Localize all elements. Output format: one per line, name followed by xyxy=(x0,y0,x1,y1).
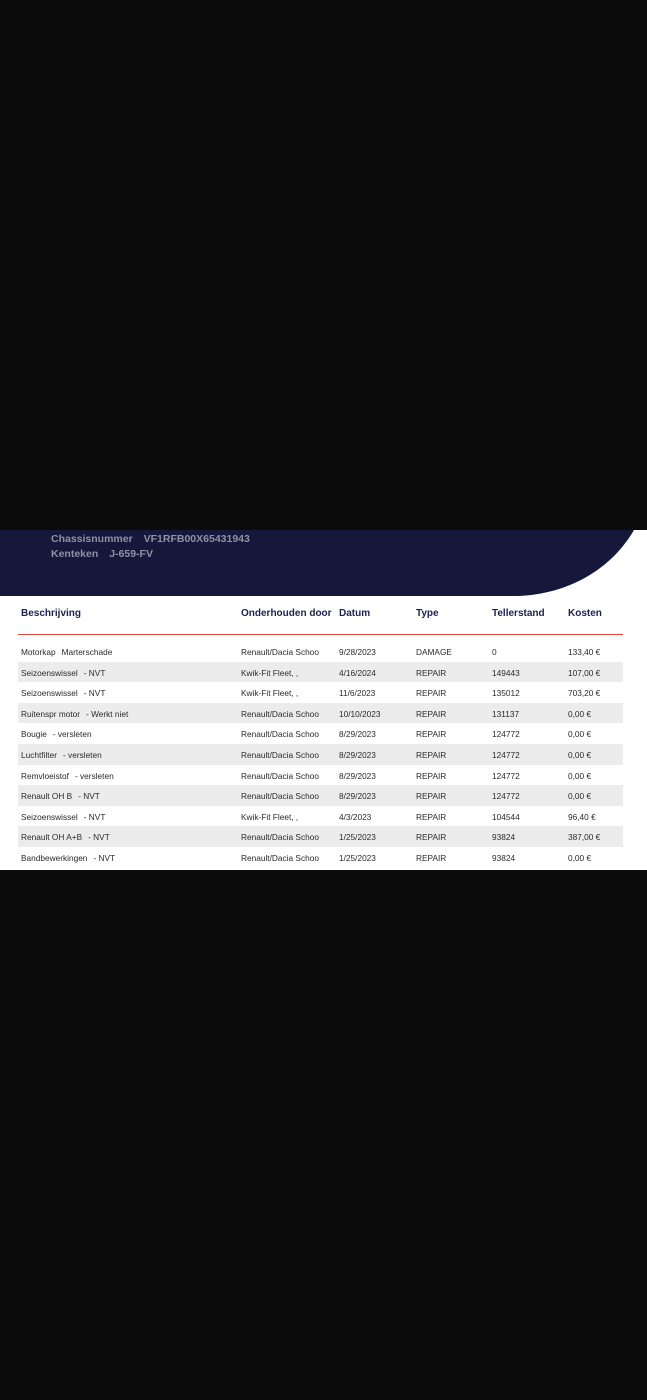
plate-label: Kenteken xyxy=(51,548,99,560)
maintenance-document xyxy=(0,530,647,870)
description-note: - NVT xyxy=(78,791,100,802)
table-row xyxy=(18,744,623,765)
cell-odometer: 131137 xyxy=(492,708,520,719)
column-header-odometer: Tellerstand xyxy=(492,608,545,619)
description-item: Renault OH A+B xyxy=(21,832,83,843)
table-row xyxy=(18,682,623,703)
description-note: - NVT xyxy=(83,688,106,699)
cell-description xyxy=(21,647,236,657)
cell-odometer: 124772 xyxy=(492,791,520,802)
cell-description xyxy=(21,750,236,760)
description-item: Seizoenswissel xyxy=(21,811,78,822)
cell-serviced-by: Kwik-Fit Fleet, , xyxy=(241,667,299,678)
cell-odometer: 149443 xyxy=(492,667,520,678)
cell-type: REPAIR xyxy=(416,832,447,843)
column-header-serviced-by: Onderhouden door xyxy=(241,608,332,619)
description-note: - versleten xyxy=(62,749,102,760)
table-row xyxy=(18,826,623,847)
cell-serviced-by: Renault/Dacia Schoo xyxy=(241,791,319,802)
plate-value: J-659-FV xyxy=(109,548,153,560)
description-note: - Werkt niet xyxy=(86,708,129,719)
cell-date: 8/29/2023 xyxy=(339,791,376,802)
cell-cost: 0,00 € xyxy=(568,852,592,863)
cell-cost: 703,20 € xyxy=(568,688,601,699)
cell-odometer: 0 xyxy=(492,647,497,657)
description-note: - versleten xyxy=(52,729,92,740)
cell-serviced-by: Renault/Dacia Schoo xyxy=(241,770,319,781)
cell-type: REPAIR xyxy=(416,729,447,740)
cell-description xyxy=(21,791,236,801)
table-body xyxy=(18,641,623,868)
cell-date: 4/3/2023 xyxy=(339,811,372,822)
table-row xyxy=(18,703,623,724)
cell-serviced-by: Renault/Dacia Schoo xyxy=(241,832,319,843)
column-header-type: Type xyxy=(416,608,439,619)
description-note: - NVT xyxy=(88,832,110,843)
description-item: Bougie xyxy=(21,729,47,740)
table-row xyxy=(18,806,623,827)
cell-description xyxy=(21,832,236,842)
cell-date: 8/29/2023 xyxy=(339,770,376,781)
table-header xyxy=(18,596,623,635)
description-item: Motorkap xyxy=(21,647,56,657)
cell-description xyxy=(21,709,236,719)
cell-type: REPAIR xyxy=(416,667,447,678)
description-item: Seizoenswissel xyxy=(21,688,78,699)
cell-description xyxy=(21,812,236,822)
table-row xyxy=(18,847,623,868)
description-note: - NVT xyxy=(83,667,106,678)
cell-odometer: 135012 xyxy=(492,688,520,699)
cell-date: 1/25/2023 xyxy=(339,852,376,863)
plate-row xyxy=(51,547,250,562)
vehicle-info xyxy=(51,532,250,562)
cell-serviced-by: Kwik-Fit Fleet, , xyxy=(241,688,299,699)
cell-serviced-by: Kwik-Fit Fleet, , xyxy=(241,811,299,822)
cell-serviced-by: Renault/Dacia Schoo xyxy=(241,729,319,740)
cell-cost: 107,00 € xyxy=(568,667,601,678)
cell-date: 11/6/2023 xyxy=(339,688,376,699)
chassis-label: Chassisnummer xyxy=(51,533,133,545)
cell-serviced-by: Renault/Dacia Schoo xyxy=(241,852,319,863)
cell-description xyxy=(21,668,236,678)
cell-cost: 0,00 € xyxy=(568,708,592,719)
cell-type: REPAIR xyxy=(416,852,447,863)
cell-date: 9/28/2023 xyxy=(339,647,376,657)
cell-cost: 0,00 € xyxy=(568,729,592,740)
chassis-row xyxy=(51,532,250,547)
table-row xyxy=(18,662,623,683)
cell-description xyxy=(21,771,236,781)
column-header-description: Beschrijving xyxy=(21,608,82,619)
cell-type: REPAIR xyxy=(416,749,447,760)
cell-serviced-by: Renault/Dacia Schoo xyxy=(241,708,319,719)
cell-odometer: 93824 xyxy=(492,852,516,863)
cell-cost: 0,00 € xyxy=(568,770,592,781)
cell-date: 4/16/2024 xyxy=(339,667,376,678)
cell-odometer: 104544 xyxy=(492,811,520,822)
cell-serviced-by: Renault/Dacia Schoo xyxy=(241,749,319,760)
cell-date: 8/29/2023 xyxy=(339,729,376,740)
description-note: - NVT xyxy=(83,811,106,822)
cell-description xyxy=(21,853,236,863)
cell-odometer: 124772 xyxy=(492,770,520,781)
cell-type: REPAIR xyxy=(416,688,447,699)
cell-cost: 0,00 € xyxy=(568,791,592,802)
table-row xyxy=(18,641,623,662)
description-item: Renault OH B xyxy=(21,791,73,802)
column-header-cost: Kosten xyxy=(568,608,602,619)
description-item: Seizoenswissel xyxy=(21,667,78,678)
cell-description xyxy=(21,729,236,739)
description-note: - NVT xyxy=(93,852,116,863)
table-row xyxy=(18,785,623,806)
cell-odometer: 93824 xyxy=(492,832,516,843)
cell-cost: 133,40 € xyxy=(568,647,601,657)
description-item: Remvloeistof xyxy=(21,770,69,781)
description-item: Ruitenspr motor xyxy=(21,708,81,719)
cell-cost: 96,40 € xyxy=(568,811,596,822)
description-item: Bandbewerkingen xyxy=(21,852,88,863)
cell-date: 1/25/2023 xyxy=(339,832,376,843)
description-note: Marterschade xyxy=(61,647,113,657)
cell-odometer: 124772 xyxy=(492,749,520,760)
chassis-value: VF1RFB00X65431943 xyxy=(143,533,250,545)
cell-odometer: 124772 xyxy=(492,729,520,740)
cell-date: 10/10/2023 xyxy=(339,708,381,719)
table-row xyxy=(18,765,623,786)
description-note: - versleten xyxy=(74,770,114,781)
cell-serviced-by: Renault/Dacia Schoo xyxy=(241,647,319,657)
table-row xyxy=(18,723,623,744)
description-item: Luchtfilter xyxy=(21,749,57,760)
cell-date: 8/29/2023 xyxy=(339,749,376,760)
cell-description xyxy=(21,688,236,698)
column-header-date: Datum xyxy=(339,608,371,619)
cell-cost: 387,00 € xyxy=(568,832,601,843)
cell-type: REPAIR xyxy=(416,770,447,781)
cell-type: DAMAGE xyxy=(416,647,452,657)
maintenance-table xyxy=(18,596,623,868)
cell-type: REPAIR xyxy=(416,791,447,802)
cell-cost: 0,00 € xyxy=(568,749,592,760)
cell-type: REPAIR xyxy=(416,708,447,719)
cell-type: REPAIR xyxy=(416,811,447,822)
